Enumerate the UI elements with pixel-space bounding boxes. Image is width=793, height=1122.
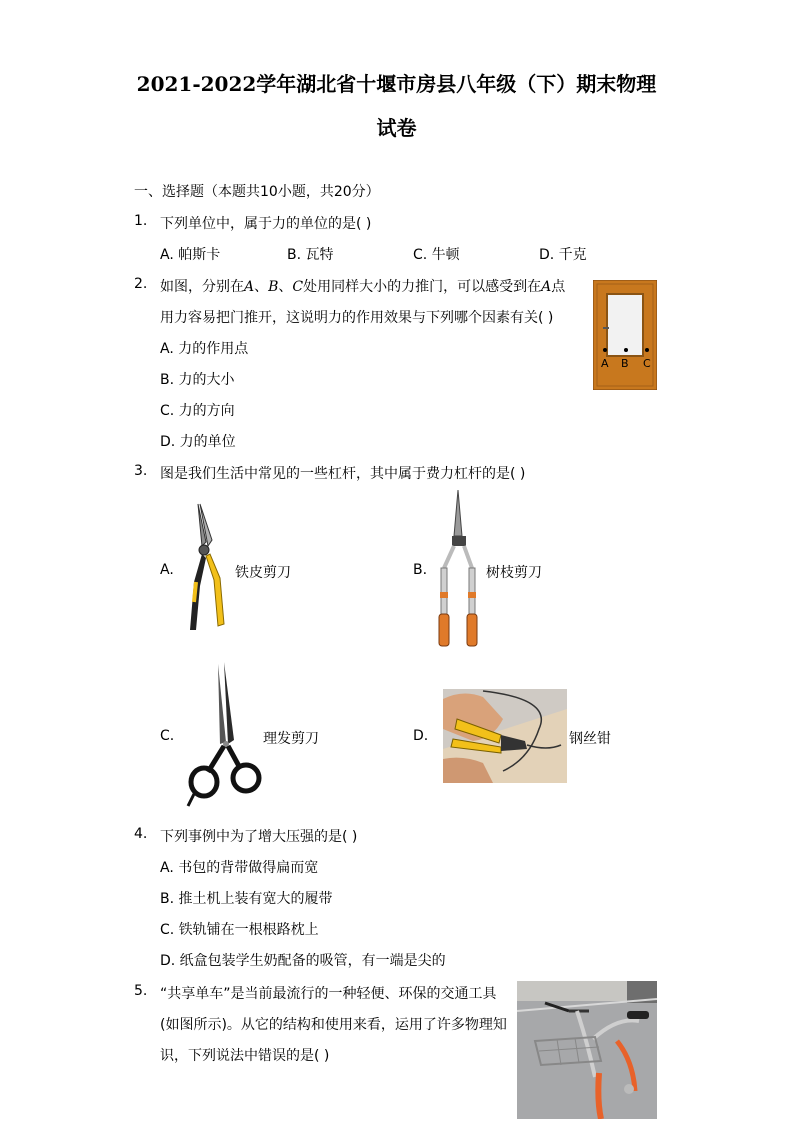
point-b: B xyxy=(268,279,279,295)
question-number: 1. xyxy=(134,213,148,229)
option-b: B. 瓦特 xyxy=(287,247,334,263)
shared-bike-photo xyxy=(517,981,657,1119)
option-d-letter: D. xyxy=(413,728,429,744)
option-a: A. 书包的背带做得扁而宽 xyxy=(160,860,319,876)
option-c: C. 铁轨铺在一根根路枕上 xyxy=(160,922,319,938)
question-stem-line3: 识，下列说法中错误的是( ) xyxy=(160,1048,330,1064)
label-c: C xyxy=(643,357,651,370)
document-title-line2: 试卷 xyxy=(376,116,417,140)
option-a: A. 力的作用点 xyxy=(160,341,249,357)
label-b: B xyxy=(621,357,629,370)
option-b: B. 力的大小 xyxy=(160,372,235,388)
option-c: C. 力的方向 xyxy=(160,403,235,419)
question-number: 5. xyxy=(134,983,148,999)
point-b-dot xyxy=(624,348,628,352)
label-a: A xyxy=(601,357,609,370)
point-a: A xyxy=(244,279,255,295)
option-c: C. 牛顿 xyxy=(413,247,460,263)
question-stem-line1: “共享单车”是当前最流行的一种轻便、环保的交通工具 xyxy=(160,986,497,1002)
wire-pliers-photo xyxy=(443,689,567,783)
point-c-dot xyxy=(645,348,649,352)
question-stem-line2: (如图所示)。从它的结构和使用来看，运用了许多物理知 xyxy=(160,1017,507,1033)
option-d: D. 纸盒包装学生奶配备的吸管，有一端是尖的 xyxy=(160,953,446,969)
option-a-caption: 铁皮剪刀 xyxy=(235,565,291,581)
option-a: A. 帕斯卡 xyxy=(160,247,221,263)
point-c: C xyxy=(292,279,304,295)
option-d-caption: 钢丝钳 xyxy=(569,731,611,747)
point-a: A xyxy=(541,279,552,295)
separator: 、 xyxy=(254,279,269,295)
question-stem: 图是我们生活中常见的一些杠杆，其中属于费力杠杆的是( ) xyxy=(160,466,526,482)
question-number: 2. xyxy=(134,276,148,292)
option-c-caption: 理发剪刀 xyxy=(263,731,319,747)
option-b: B. 推土机上装有宽大的履带 xyxy=(160,891,333,907)
question-stem: 下列事例中为了增大压强的是( ) xyxy=(160,829,358,845)
option-b-letter: B. xyxy=(413,562,428,578)
door-figure xyxy=(593,280,657,390)
question-number: 3. xyxy=(134,463,148,479)
option-a-letter: A. xyxy=(160,562,174,578)
option-d: D. 千克 xyxy=(539,247,587,263)
point-a-dot xyxy=(603,348,607,352)
question-stem-line1 xyxy=(160,276,565,296)
hair-scissors-icon xyxy=(184,660,264,810)
section-header: 一、选择题（本题共10小题，共20分） xyxy=(134,184,380,200)
question-stem-line2: 用力容易把门推开，这说明力的作用效果与下列哪个因素有关( ) xyxy=(160,310,554,326)
question-stem: 下列单位中，属于力的单位的是( ) xyxy=(160,216,372,232)
tin-snips-icon xyxy=(184,502,228,632)
stem-text: 如图，分别在 xyxy=(160,279,244,295)
separator: 、 xyxy=(278,279,293,295)
pruning-shears-icon xyxy=(436,488,482,648)
question-number: 4. xyxy=(134,826,148,842)
stem-text: 处用同样大小的力推门，可以感受到在 xyxy=(303,279,542,295)
option-d: D. 力的单位 xyxy=(160,434,236,450)
document-title-line1: 2021-2022学年湖北省十堰市房县八年级（下）期末物理 xyxy=(136,72,657,96)
option-c-letter: C. xyxy=(160,728,175,744)
option-b-caption: 树枝剪刀 xyxy=(486,565,542,581)
stem-text: 点 xyxy=(551,279,566,295)
